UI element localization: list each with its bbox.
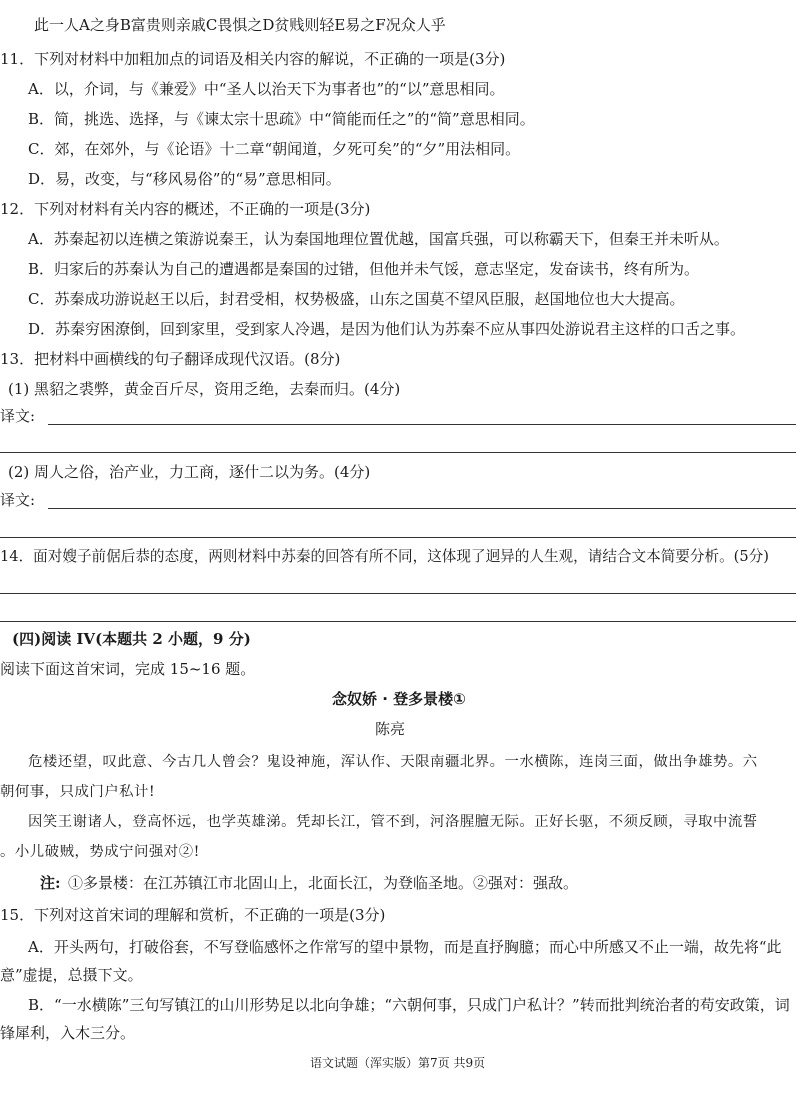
page-footer: 语文试题（浑实版）第7页 共9页 [310, 1056, 486, 1070]
q13-sentence-1: (1) 黑貂之裘弊，黄金百斤尽，资用乏绝，去秦而归。(4分) [8, 380, 401, 398]
q11-option-a: A．以，介词，与《兼爱》中“圣人以治天下为事者也”的“以”意思相同。 [28, 80, 505, 98]
q11-stem: 11．下列对材料中加粗加点的词语及相关内容的解说，不正确的一项是(3分) [0, 50, 506, 68]
answer-line[interactable] [0, 593, 796, 594]
answer-line[interactable] [0, 621, 796, 622]
poem-line: 危楼还望，叹此意、今古几人曾会？鬼设神施，浑认作、天限南疆北界。一水横陈，连岗三面，做出争雄势。六 [28, 754, 758, 770]
q11-option-c: C．郊，在郊外，与《论语》十二章“朝闻道，夕死可矣”的“夕”用法相同。 [28, 140, 521, 158]
section-intro: 阅读下面这首宋词，完成 15~16 题。 [0, 660, 256, 678]
q13-sentence-2: (2) 周人之俗，治产业，力工商，逐什二以为务。(4分) [8, 463, 371, 481]
q12-option-c: C．苏秦成功游说赵王以后，封君受相，权势极盛，山东之国莫不望风臣服，赵国地位也大大提高。 [28, 290, 685, 308]
q15-option-b-cont: 锋犀利，入木三分。 [0, 1024, 136, 1042]
q15-stem: 15．下列对这首宋词的理解和赏析，不正确的一项是(3分) [0, 906, 386, 924]
q12-option-b: B．归家后的苏秦认为自己的遭遇都是秦国的过错，但他并未气馁，意志坚定，发奋读书，终有所为。 [28, 260, 700, 278]
answer-line[interactable] [48, 508, 796, 509]
q13-answer-label-2: 译文: [0, 491, 36, 509]
answer-line[interactable] [0, 537, 796, 538]
poem-line: 因笑王谢诸人，登高怀远，也学英雄涕。凭却长江，管不到，河洛腥膻无际。正好长驱，不须反顾，寻取中流誓 [28, 814, 758, 830]
q11-option-b: B．简，挑选、选择，与《谏太宗十思疏》中“简能而任之”的“简”意思相同。 [28, 110, 535, 128]
q12-option-d: D．苏秦穷困潦倒，回到家里，受到家人冷遇，是因为他们认为苏秦不应从事四处游说君主这样的口舌之事。 [28, 320, 746, 338]
q15-option-a: A．开头两句，打破俗套，不写登临感怀之作常写的望中景物，而是直抒胸臆；而心中所感又不止一端，故先将“此 [28, 938, 782, 956]
answer-line[interactable] [0, 452, 796, 453]
poem-title: 念奴娇 · 登多景楼① [332, 690, 466, 708]
section-heading: (四)阅读 IV(本题共 2 小题，9 分) [12, 630, 251, 648]
q11-option-d: D．易，改变，与“移风易俗”的“易”意思相同。 [28, 170, 341, 188]
answer-line[interactable] [48, 424, 796, 425]
poem-line: 朝何事，只成门户私计! [0, 784, 156, 800]
poem-note: ①多景楼：在江苏镇江市北固山上，北面长江，为登临圣地。②强对：强敌。 [68, 874, 579, 892]
poem-author: 陈亮 [375, 720, 406, 738]
q15-option-a-cont: 意”虚提，总摄下文。 [0, 966, 143, 984]
q13-stem: 13．把材料中画横线的句子翻译成现代汉语。(8分) [0, 350, 341, 368]
q12-stem: 12．下列对材料有关内容的概述，不正确的一项是(3分) [0, 200, 371, 218]
poem-line: 。小儿破贼，势成宁问强对②! [0, 844, 200, 860]
q15-option-b: B．“一水横陈”三句写镇江的山川形势足以北向争雄；“六朝何事，只成门户私计？”转而批判统治者的苟安政策，词 [28, 996, 790, 1014]
q14-stem: 14．面对嫂子前倨后恭的态度，两则材料中苏秦的回答有所不同，这体现了迥异的人生观，请结合文本简要分析。(5分) [0, 548, 769, 565]
q12-option-a: A．苏秦起初以连横之策游说秦王，认为秦国地理位置优越，国富兵强，可以称霸天下，但秦王并未听从。 [28, 230, 729, 248]
q13-answer-label-1: 译文: [0, 407, 36, 425]
note-label: 注: [40, 874, 61, 892]
option-row-fragment: 此一人A之身B富贵则亲戚C畏惧之D贫贱则轻E易之F况众人乎 [34, 16, 446, 34]
